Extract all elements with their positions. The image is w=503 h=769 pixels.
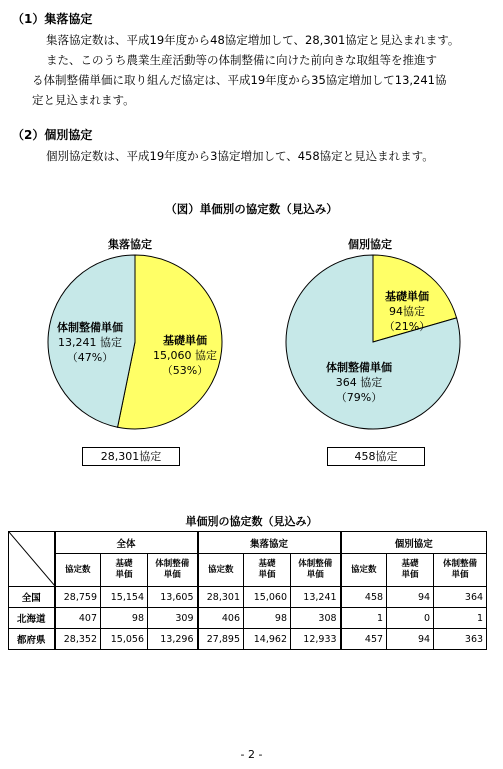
- group-header: 集落協定: [198, 532, 341, 554]
- table-cell: 458: [341, 587, 387, 608]
- sub-header-part: 協定数: [351, 564, 377, 575]
- sub-header-part: 単価: [451, 570, 469, 581]
- pie-label-taisei: [304, 360, 414, 405]
- slice-name: 基礎単価: [163, 334, 207, 347]
- sub-header: [291, 554, 341, 587]
- slice-percent: （21%）: [383, 320, 431, 333]
- slice-percent: （53%）: [161, 364, 209, 377]
- table-cell: 457: [341, 629, 387, 650]
- table-cell: 309: [148, 608, 198, 629]
- table-cell: 98: [101, 608, 148, 629]
- pie-label-kiso: [372, 289, 442, 334]
- section-heading-shuraku: （1）集落協定: [12, 12, 93, 26]
- sub-header: [148, 554, 198, 587]
- table-cell: 15,056: [101, 629, 148, 650]
- table-cell: 12,933: [291, 629, 341, 650]
- table-cell: 406: [198, 608, 244, 629]
- paragraph-line: 定と見込まれます。: [32, 93, 135, 107]
- table-row: [9, 629, 487, 650]
- sub-header-part: 単価: [401, 570, 419, 581]
- sub-header-part: 協定数: [208, 564, 234, 575]
- total-box-shuraku: 28,301協定: [82, 447, 180, 466]
- row-label: 都府県: [9, 629, 55, 650]
- table-cell: 13,241: [291, 587, 341, 608]
- section-heading-kobetsu: （2）個別協定: [12, 128, 93, 142]
- table-cell: 1: [434, 608, 487, 629]
- sub-header: [244, 554, 291, 587]
- slice-count: 94協定: [389, 305, 425, 318]
- table-cell: 28,301: [198, 587, 244, 608]
- table-cell: 94: [387, 629, 434, 650]
- pie-title-shuraku: 集落協定: [108, 238, 152, 251]
- total-box-kobetsu: 458協定: [327, 447, 425, 466]
- table-cell: 98: [244, 608, 291, 629]
- table-caption: 単価別の協定数（見込み）: [185, 515, 318, 528]
- table-cell: 15,060: [244, 587, 291, 608]
- sub-header: [387, 554, 434, 587]
- table-cell: 94: [387, 587, 434, 608]
- corner-cell: [9, 532, 55, 587]
- sub-header: [198, 554, 244, 587]
- slice-count: 13,241 協定: [58, 336, 122, 349]
- table-cell: 364: [434, 587, 487, 608]
- sub-header-part: 単価: [163, 570, 181, 581]
- table-cell: 363: [434, 629, 487, 650]
- sub-header-part: 体制整備: [155, 559, 190, 570]
- table-cell: 407: [55, 608, 101, 629]
- sub-header: [55, 554, 101, 587]
- table-cell: 14,962: [244, 629, 291, 650]
- table-cell: 1: [341, 608, 387, 629]
- sub-header-part: 基礎: [401, 559, 419, 570]
- sub-header: [341, 554, 387, 587]
- sub-header-part: 体制整備: [443, 559, 478, 570]
- agreement-table: [8, 531, 487, 650]
- slice-count: 15,060 協定: [153, 349, 217, 362]
- paragraph-line: 個別協定数は、平成19年度から3協定増加して、458協定と見込まれます。: [46, 149, 434, 163]
- group-header: 全体: [55, 532, 198, 554]
- table-row: [9, 587, 487, 608]
- table-cell: 27,895: [198, 629, 244, 650]
- sub-header: [101, 554, 148, 587]
- slice-name: 体制整備単価: [326, 361, 392, 374]
- sub-header-part: 体制整備: [298, 559, 333, 570]
- pie-label-kiso: [140, 333, 230, 378]
- paragraph-line: また、このうち農業生産活動等の体制整備に向けた前向きな取組等を推進す: [46, 53, 437, 67]
- table-cell: 13,605: [148, 587, 198, 608]
- diagonal-line: [9, 532, 55, 586]
- table-cell: 308: [291, 608, 341, 629]
- paragraph-line: る体制整備単価に取り組んだ協定は、平成19年度から35協定増加して13,241協: [32, 73, 447, 87]
- sub-header-part: 協定数: [64, 564, 91, 575]
- table-cell: 28,352: [55, 629, 101, 650]
- sub-header-part: 単価: [306, 570, 324, 581]
- slice-name: 体制整備単価: [57, 321, 123, 334]
- sub-header-part: 単価: [258, 570, 276, 581]
- sub-header: [434, 554, 487, 587]
- slice-name: 基礎単価: [385, 290, 429, 303]
- sub-header-part: 基礎: [115, 559, 133, 570]
- pie-title-kobetsu: 個別協定: [348, 238, 392, 251]
- sub-header-part: 基礎: [258, 559, 276, 570]
- figure-caption: （図）単価別の協定数（見込み）: [165, 202, 338, 216]
- pie-label-taisei: [40, 320, 140, 365]
- table-cell: 0: [387, 608, 434, 629]
- slice-percent: （79%）: [335, 391, 383, 404]
- slice-count: 364 協定: [335, 376, 383, 389]
- table-row: [9, 608, 487, 629]
- sub-header-part: 単価: [115, 570, 133, 581]
- slice-percent: （47%）: [66, 351, 114, 364]
- row-label: 全国: [9, 587, 55, 608]
- paragraph-line: 集落協定数は、平成19年度から48協定増加して、28,301協定と見込まれます。: [46, 33, 460, 47]
- page-number: - 2 -: [240, 748, 263, 761]
- group-header: 個別協定: [341, 532, 487, 554]
- table-cell: 28,759: [55, 587, 101, 608]
- row-label: 北海道: [9, 608, 55, 629]
- table-cell: 15,154: [101, 587, 148, 608]
- table-cell: 13,296: [148, 629, 198, 650]
